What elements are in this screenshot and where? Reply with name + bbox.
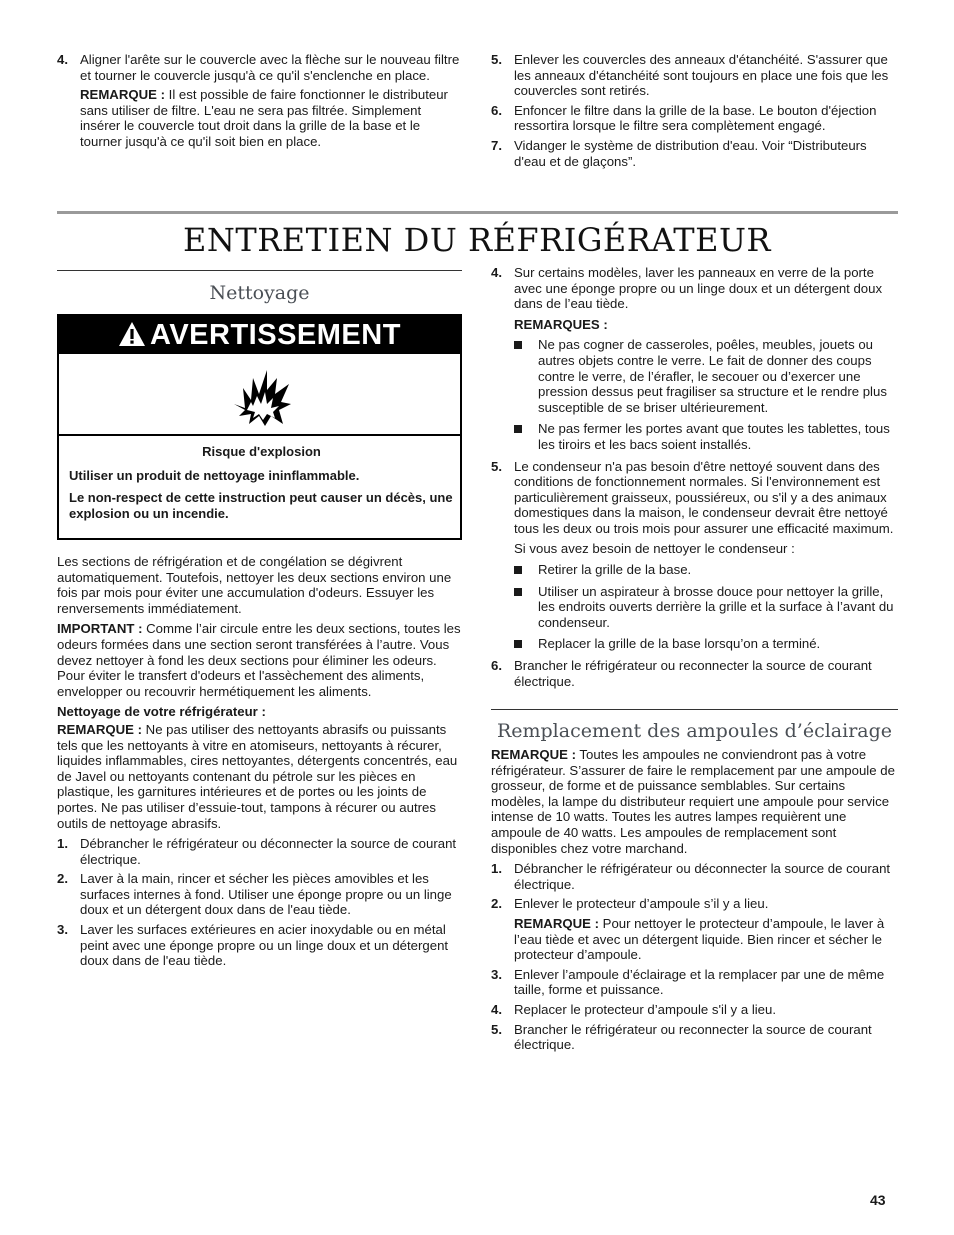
item-text: Aligner l'arête sur le couvercle avec la flèche sur le nouveau filtre et tourner le couvercle jusqu'à ce qu'il s'enclenche en place. [80, 52, 460, 83]
page-number: 43 [870, 1192, 886, 1208]
item-number: 6. [491, 658, 502, 674]
item-text: Enlever l’ampoule d’éclairage et la remplacer par une de même taille, forme et puissance. [514, 966, 885, 998]
section-divider [57, 211, 898, 214]
item-text: Débrancher le réfrigérateur ou déconnecter la source de courant électrique. [80, 836, 457, 867]
list-item [491, 138, 898, 169]
item-number: 2. [491, 896, 502, 912]
subheading: Nettoyage de votre réfrigérateur : [57, 704, 266, 720]
note-text: Ne pas utiliser des nettoyants abrasifs ou puissants tels que les nettoyants à vitre en atomiseurs, nettoyants à récurer, liquides inflammables, cires nettoyantes, détergents concentrés, eau de Javel ou nettoyants contenant du pétrole sur les pièces en plastique, les garnitures intérieures et de portes ou les joints de portes. Ne pas utiliser d’essuie-tout, tampons à récurer ou autres outils de nettoyage abrasifs. [57, 721, 458, 831]
item-number: 5. [491, 458, 502, 474]
note-label: REMARQUE : [80, 87, 165, 103]
list-item [491, 265, 898, 312]
warning-instruction: Utiliser un produit de nettoyage ininflammable. [69, 468, 360, 483]
item-number: 4. [491, 1001, 502, 1017]
note-label: REMARQUE : [491, 747, 576, 762]
remarque-note [57, 87, 462, 149]
warning-consequence: Le non-respect de cette instruction peut causer un décès, une explosion ou un incendie. [69, 490, 453, 521]
remarques-label: REMARQUES : [514, 316, 608, 332]
item-text: Enfoncer le filtre dans la grille de la base. Le bouton d'éjection ressortira lorsque le filtre sera complètement engagé. [514, 102, 877, 134]
list-item [491, 52, 898, 99]
remarque-note [491, 916, 898, 963]
bullet-item: Ne pas fermer les portes avant que toutes les tablettes, tous les tiroirs et les bacs soient installés. [491, 421, 898, 452]
list-item [57, 871, 462, 918]
note-label: REMARQUE : [514, 915, 599, 931]
warning-header [57, 314, 462, 354]
important-paragraph [57, 621, 462, 699]
list-item [57, 52, 462, 83]
bullet-item: Ne pas cogner de casseroles, poêles, meubles, jouets ou autres objets contre le verre. Le fait de donner des coups contre le verre, de l’érafler, le secouer ou d’exercer une pression dessus peut fragiliser sa structure et le rendre plus susceptible de se briser ultérieurement. [491, 337, 898, 415]
bullet-item: Replacer la grille de la base lorsqu’on a terminé. [491, 636, 898, 652]
divider [491, 709, 898, 710]
item-text: Laver les surfaces extérieures en acier inoxydable ou en métal peint avec une éponge propre ou un linge doux et un détergent doux dans de l'eau tiède. [80, 922, 449, 969]
warning-risk: Risque d'explosion [202, 444, 321, 459]
item-text: Brancher le réfrigérateur ou reconnecter la source de courant électrique. [514, 1021, 872, 1053]
item-number: 5. [491, 52, 502, 67]
list-item [491, 459, 898, 537]
warning-triangle-icon [118, 321, 146, 347]
item-number: 3. [491, 966, 502, 982]
item-number: 4. [57, 52, 68, 67]
list-item [491, 658, 898, 689]
item-text: Replacer le protecteur d’ampoule s'il y a lieu. [514, 1001, 777, 1017]
item-number: 1. [57, 836, 68, 852]
bullet-item: Retirer la grille de la base. [491, 562, 898, 578]
item-text: Le condenseur n'a pas besoin d'être nettoyé souvent dans des conditions de fonctionnement normales. Si l'environnement est particulièrement graisseux, poussiéreux, ou s'il y a des animaux domestiques dans la maison, le condenseur devrait être nettoyé tous les deux ou trois mois pour assurer une efficacité maximum. [514, 458, 894, 536]
right-column-steps [491, 265, 898, 689]
item-text: Enlever le protecteur d’ampoule s’il y a lieu. [514, 896, 769, 912]
list-item [491, 103, 898, 134]
top-left-column [57, 52, 462, 150]
warning-box [57, 314, 462, 540]
list-item [491, 1002, 898, 1018]
list-item [491, 861, 898, 892]
item-number: 7. [491, 137, 502, 153]
section-title-ampoules: Remplacement des ampoules d’éclairage [496, 720, 893, 742]
item-number: 4. [491, 265, 502, 280]
explosion-icon [231, 364, 293, 428]
top-right-column [491, 52, 898, 169]
note-text: Pour nettoyer le protecteur d’ampoule, le laver à l’eau tiède et avec un détergent liquide. Bien rincer et sécher le protecteur d’ampoule. [514, 915, 885, 963]
list-item [491, 967, 898, 998]
bullet-item: Utiliser un aspirateur à brosse douce pour nettoyer la grille, les endroits ouverts derrière la grille et la surface à l’avant du condenseur. [491, 584, 898, 631]
section-title-nettoyage: Nettoyage [209, 282, 310, 304]
note-label: REMARQUE : [57, 721, 142, 737]
item-text: Débrancher le réfrigérateur ou déconnecter la source de courant électrique. [514, 861, 891, 892]
list-item [57, 922, 462, 969]
item-number: 2. [57, 871, 68, 887]
warning-divider [59, 434, 460, 436]
nettoyage-body [57, 554, 462, 969]
item-number: 3. [57, 922, 68, 938]
important-label: IMPORTANT : [57, 621, 143, 637]
item-text: Enlever les couvercles des anneaux d'étanchéité. S'assurer que les anneaux d'étanchéité sont toujours en place une fois que les couvercles sont retirés. [514, 52, 889, 99]
item-number: 5. [491, 1021, 502, 1037]
important-text: Comme l’air circule entre les deux sections, toutes les odeurs formées dans une section seront transférées à l’autre. Vous devez nettoyer à fond les deux sections pour éliminer les odeurs. Pour éviter le transfert d'odeurs et l'assèchement des aliments, envelopper ou recouvrir hermétiquement les aliments. [57, 621, 461, 699]
item-number: 1. [491, 861, 502, 877]
intro-paragraph: Les sections de réfrigération et de congélation se dégivrent automatiquement. Toutefois, nettoyer les deux sections environ une fois par mois pour éviter une accumulation d'odeurs. Essuyer les renversements immédiatement. [57, 554, 452, 616]
remarque-paragraph [57, 722, 462, 831]
warning-body [57, 354, 462, 540]
item-text: Brancher le réfrigérateur ou reconnecter la source de courant électrique. [514, 658, 872, 689]
note-text: Il est possible de faire fonctionner le distributeur sans utiliser de filtre. L'eau ne sera pas filtrée. Simplement insérer le couvercle tout droit dans la grille de la base et le tourner jusqu'à ce qu'il soit bien en place. [80, 87, 448, 149]
condenser-intro: Si vous avez besoin de nettoyer le condenseur : [514, 540, 795, 556]
page-title: ENTRETIEN DU RÉFRIGÉRATEUR [183, 221, 771, 259]
list-item [491, 896, 898, 912]
list-item [57, 836, 462, 867]
list-item [491, 1022, 898, 1053]
warning-text [69, 444, 454, 522]
warning-header-label: AVERTISSEMENT [150, 319, 401, 351]
note-text: Toutes les ampoules ne conviendront pas à votre réfrigérateur. S’assurer de faire le remplacement par une ampoule de grosseur, de forme et de puissance semblables. Sur certains modèles, la lampe du distributeur requiert une ampoule pour service intense de 10 watts. Toutes les autres lampes requièrent une ampoule de 40 watts. Les ampoules de remplacement sont disponibles chez votre marchand. [491, 747, 895, 856]
divider [57, 270, 462, 271]
item-text: Sur certains modèles, laver les panneaux en verre de la porte avec une éponge propre ou un linge doux et un détergent doux dans de l’eau tiède. [514, 265, 883, 312]
remarque-paragraph [491, 747, 898, 856]
item-text: Laver à la main, rincer et sécher les pièces amovibles et les surfaces internes à fond. Utiliser une éponge propre ou un linge doux et un détergent doux dans de l'eau tiède. [80, 871, 452, 918]
item-text: Vidanger le système de distribution d'eau. Voir “Distributeurs d'eau et de glaçons”. [514, 137, 867, 169]
item-number: 6. [491, 102, 502, 118]
ampoules-body [491, 747, 898, 1053]
